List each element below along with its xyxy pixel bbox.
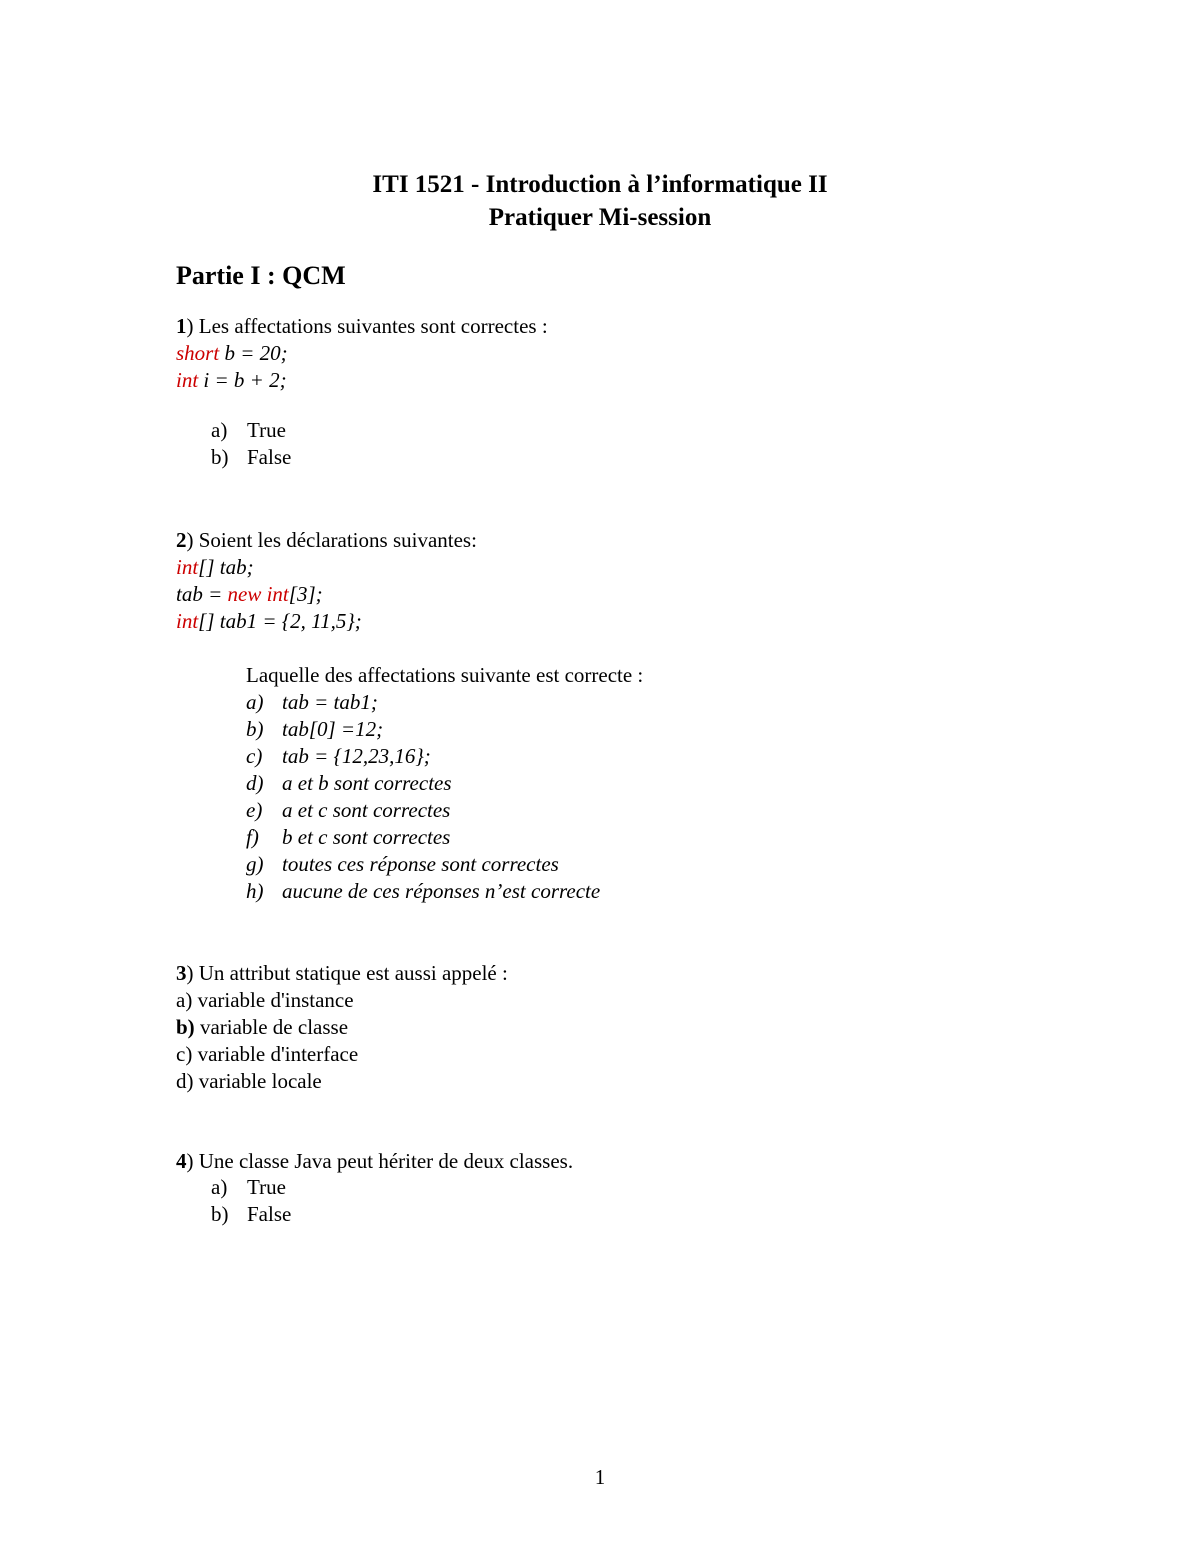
- section-heading: Partie I : QCM: [176, 261, 346, 290]
- option-b: [246, 717, 383, 742]
- question-text: ) Les affectations suivantes sont correctes :: [186, 314, 548, 338]
- option-letter: b): [246, 717, 264, 741]
- option-h: [246, 879, 600, 904]
- question-3: [176, 961, 508, 986]
- option-letter: f): [246, 825, 259, 849]
- option-text: tab = tab1;: [282, 690, 378, 714]
- option-text: toutes ces réponse sont correctes: [282, 852, 559, 876]
- option-a: [176, 988, 354, 1013]
- option-text: b et c sont correctes: [282, 825, 451, 849]
- option-a: [211, 418, 286, 443]
- code-keyword: int: [176, 609, 199, 633]
- option-f: [246, 825, 450, 850]
- code-text: tab =: [176, 582, 228, 606]
- option-text: True: [247, 1175, 286, 1199]
- question-number: 3: [176, 961, 187, 985]
- code-keyword: new: [227, 582, 262, 606]
- option-text: tab[0] =12;: [282, 717, 384, 741]
- option-g: [246, 852, 559, 877]
- option-letter: a): [211, 418, 228, 442]
- code-line: [176, 582, 323, 607]
- option-letter: c): [176, 1042, 193, 1066]
- question-4: [176, 1149, 573, 1174]
- option-text: aucune de ces réponses n’est correcte: [282, 879, 601, 903]
- document-title: ITI 1521 - Introduction à l’informatique II: [372, 171, 828, 198]
- code-keyword: short: [176, 341, 220, 365]
- code-line: [176, 341, 288, 366]
- option-letter: a): [176, 988, 193, 1012]
- option-letter: a): [246, 690, 264, 714]
- question-text: ) Soient les déclarations suivantes:: [186, 528, 477, 552]
- option-letter: h): [246, 879, 264, 903]
- option-text: variable d'instance: [192, 988, 354, 1012]
- code-text: [3];: [288, 582, 323, 606]
- question-number: 2: [176, 528, 187, 552]
- code-text: [] tab1 = {2, 11,5};: [198, 609, 362, 633]
- option-text: a et c sont correctes: [282, 798, 451, 822]
- option-e: [246, 798, 450, 823]
- option-letter: a): [211, 1175, 228, 1199]
- code-text: b = 20;: [219, 341, 288, 365]
- option-c: [246, 744, 431, 769]
- option-d: [176, 1069, 322, 1094]
- option-text: variable de classe: [194, 1015, 349, 1039]
- document-subtitle: Pratiquer Mi-session: [488, 204, 712, 231]
- option-b: [211, 445, 291, 470]
- option-c: [176, 1042, 358, 1067]
- code-text: [] tab;: [198, 555, 254, 579]
- code-keyword: int: [266, 582, 289, 606]
- option-b: [176, 1015, 348, 1040]
- question-text: ) Une classe Java peut hériter de deux classes.: [186, 1149, 574, 1173]
- option-text: True: [247, 418, 286, 442]
- option-text: False: [247, 445, 292, 469]
- option-letter: d): [176, 1069, 194, 1093]
- code-line: [176, 555, 254, 580]
- option-letter: e): [246, 798, 263, 822]
- option-a: [246, 690, 378, 715]
- option-text: a et b sont correctes: [282, 771, 452, 795]
- page-number: 1: [594, 1465, 606, 1489]
- option-letter: c): [246, 744, 263, 768]
- option-letter: g): [246, 852, 264, 876]
- option-letter: b): [176, 1015, 195, 1039]
- code-line: [176, 609, 362, 634]
- question-number: 1: [176, 314, 187, 338]
- option-text: tab = {12,23,16};: [282, 744, 431, 768]
- question-prompt: Laquelle des affectations suivante est correcte :: [246, 663, 644, 687]
- question-2: [176, 528, 477, 553]
- option-letter: d): [246, 771, 264, 795]
- option-text: variable locale: [193, 1069, 322, 1093]
- option-letter: b): [211, 1202, 229, 1226]
- question-1: [176, 314, 548, 339]
- option-text: variable d'interface: [192, 1042, 359, 1066]
- code-keyword: int: [176, 555, 199, 579]
- option-d: [246, 771, 452, 796]
- question-number: 4: [176, 1149, 187, 1173]
- code-text: i = b + 2;: [198, 368, 287, 392]
- code-keyword: int: [176, 368, 199, 392]
- question-text: ) Un attribut statique est aussi appelé :: [186, 961, 508, 985]
- option-a: [211, 1175, 286, 1200]
- code-line: [176, 368, 287, 393]
- option-b: [211, 1202, 291, 1227]
- option-letter: b): [211, 445, 229, 469]
- option-text: False: [247, 1202, 292, 1226]
